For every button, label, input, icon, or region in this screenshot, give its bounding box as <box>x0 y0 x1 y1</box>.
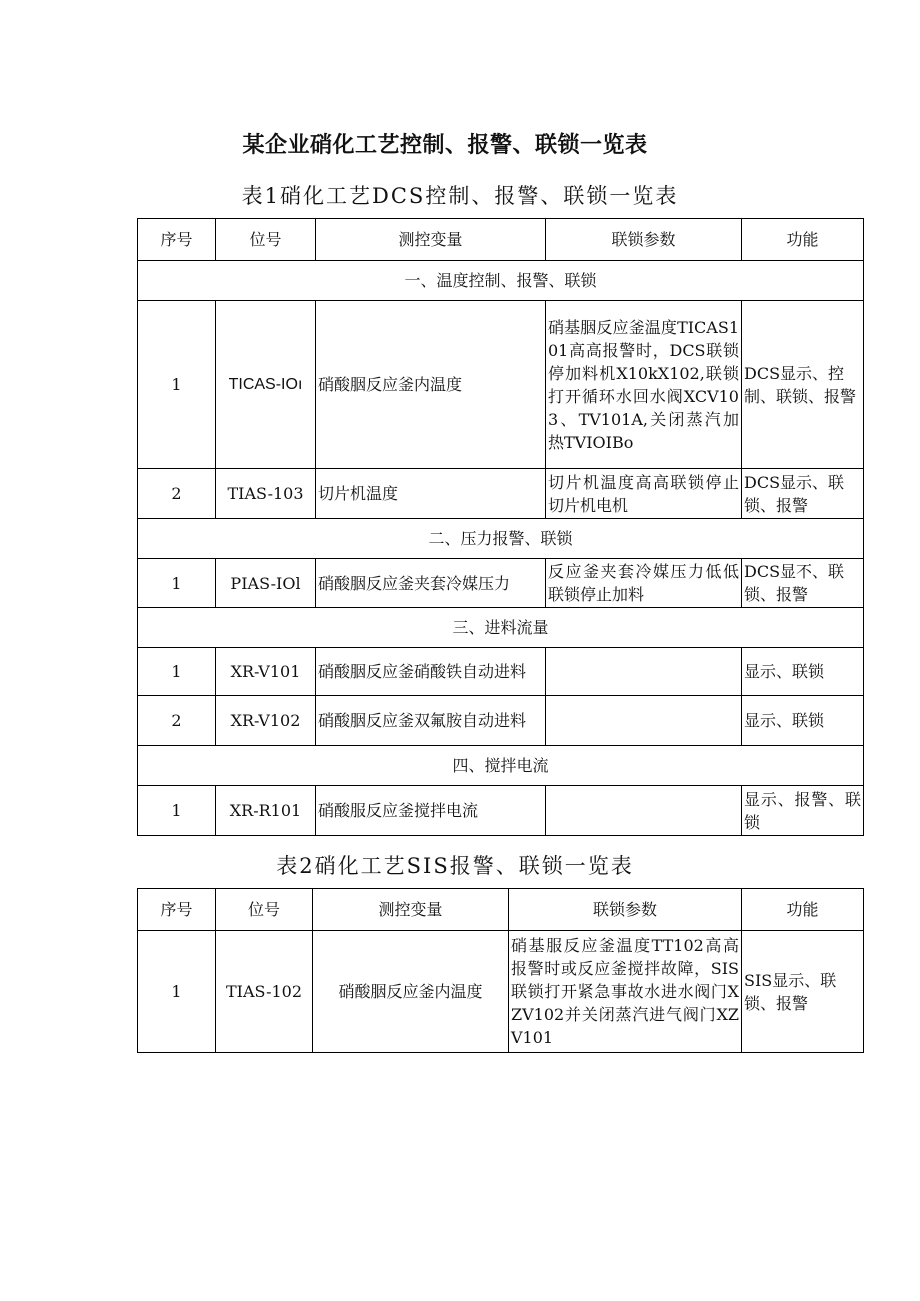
section-title: 四、搅拌电流 <box>138 746 864 786</box>
table-header-row <box>138 889 864 931</box>
cell-variable: 硝酸胭反应釜夹套冷媒压力 <box>316 559 546 608</box>
cell-interlock: 切片机温度高高联锁停止切片机电机 <box>546 469 742 519</box>
cell-interlock: 硝基服反应釜温度TT102高高报警时或反应釜搅拌故障，SIS联锁打开紧急事故水进水阀门XZV102并关闭蒸汽进气阀门XZV101 <box>509 931 742 1053</box>
header-function: 功能 <box>742 219 864 261</box>
cell-interlock <box>546 648 742 696</box>
table-row <box>138 559 864 608</box>
header-function: 功能 <box>742 889 864 931</box>
table-header-row <box>138 219 864 261</box>
section-row <box>138 261 864 301</box>
cell-no: 2 <box>138 469 216 519</box>
table-row <box>138 648 864 696</box>
table-row <box>138 696 864 746</box>
section-row <box>138 519 864 559</box>
table2-caption: 表2硝化工艺SIS报警、联锁一览表 <box>276 854 634 878</box>
dcs-interlock-table <box>137 218 864 836</box>
page-title: 某企业硝化工艺控制、报警、联锁一览表 <box>242 133 648 158</box>
section-title: 二、压力报警、联锁 <box>138 519 864 559</box>
cell-no: 2 <box>138 696 216 746</box>
cell-function: 显示、报警、联锁 <box>742 786 864 836</box>
cell-no: 1 <box>138 786 216 836</box>
cell-no: 1 <box>138 931 216 1053</box>
section-row <box>138 608 864 648</box>
cell-variable: 硝酸胭反应釜硝酸铁自动进料 <box>316 648 546 696</box>
cell-function: 显示、联锁 <box>742 648 864 696</box>
cell-interlock <box>546 696 742 746</box>
cell-tag: TIAS-102 <box>216 931 313 1053</box>
cell-variable: 切片机温度 <box>316 469 546 519</box>
cell-variable: 硝酸服反应釜搅拌电流 <box>316 786 546 836</box>
cell-variable: 硝酸胭反应釜双氟胺自动进料 <box>316 696 546 746</box>
cell-no: 1 <box>138 559 216 608</box>
header-no: 序号 <box>138 219 216 261</box>
sis-interlock-table <box>137 888 864 1053</box>
table-row <box>138 931 864 1053</box>
header-interlock: 联锁参数 <box>546 219 742 261</box>
cell-tag: XR-V102 <box>216 696 316 746</box>
header-interlock: 联锁参数 <box>509 889 742 931</box>
header-tag: 位号 <box>216 889 313 931</box>
header-variable: 测控变量 <box>316 219 546 261</box>
table-row <box>138 786 864 836</box>
cell-variable: 硝酸胭反应釜内温度 <box>316 301 546 469</box>
header-variable: 测控变量 <box>313 889 509 931</box>
cell-tag: XR-V101 <box>216 648 316 696</box>
cell-interlock <box>546 786 742 836</box>
table1-caption: 表1硝化工艺DCS控制、报警、联锁一览表 <box>241 184 679 208</box>
cell-function: DCS显不、联锁、报警 <box>742 559 864 608</box>
cell-function: DCS显示、控制、联锁、报警 <box>742 301 864 469</box>
cell-function: SIS显示、联锁、报警 <box>742 931 864 1053</box>
cell-tag: TIAS-103 <box>216 469 316 519</box>
table-row <box>138 469 864 519</box>
header-no: 序号 <box>138 889 216 931</box>
cell-interlock: 硝基胭反应釜温度TICAS101高高报警时，DCS联锁停加料机X10kX102,联锁打开循环水回水阀XCV103、TV101A,关闭蒸汽加热TVIOIBo <box>546 301 742 469</box>
cell-tag: XR-R101 <box>216 786 316 836</box>
section-title: 三、进料流量 <box>138 608 864 648</box>
cell-function: DCS显示、联锁、报警 <box>742 469 864 519</box>
section-row <box>138 746 864 786</box>
cell-variable: 硝酸胭反应釜内温度 <box>313 931 509 1053</box>
cell-interlock: 反应釜夹套冷媒压力低低联锁停止加料 <box>546 559 742 608</box>
cell-tag: TICAS-IOı <box>216 301 316 469</box>
section-title: 一、温度控制、报警、联锁 <box>138 261 864 301</box>
cell-no: 1 <box>138 301 216 469</box>
cell-no: 1 <box>138 648 216 696</box>
header-tag: 位号 <box>216 219 316 261</box>
cell-tag: PIAS-IOl <box>216 559 316 608</box>
table-row <box>138 301 864 469</box>
cell-function: 显示、联锁 <box>742 696 864 746</box>
